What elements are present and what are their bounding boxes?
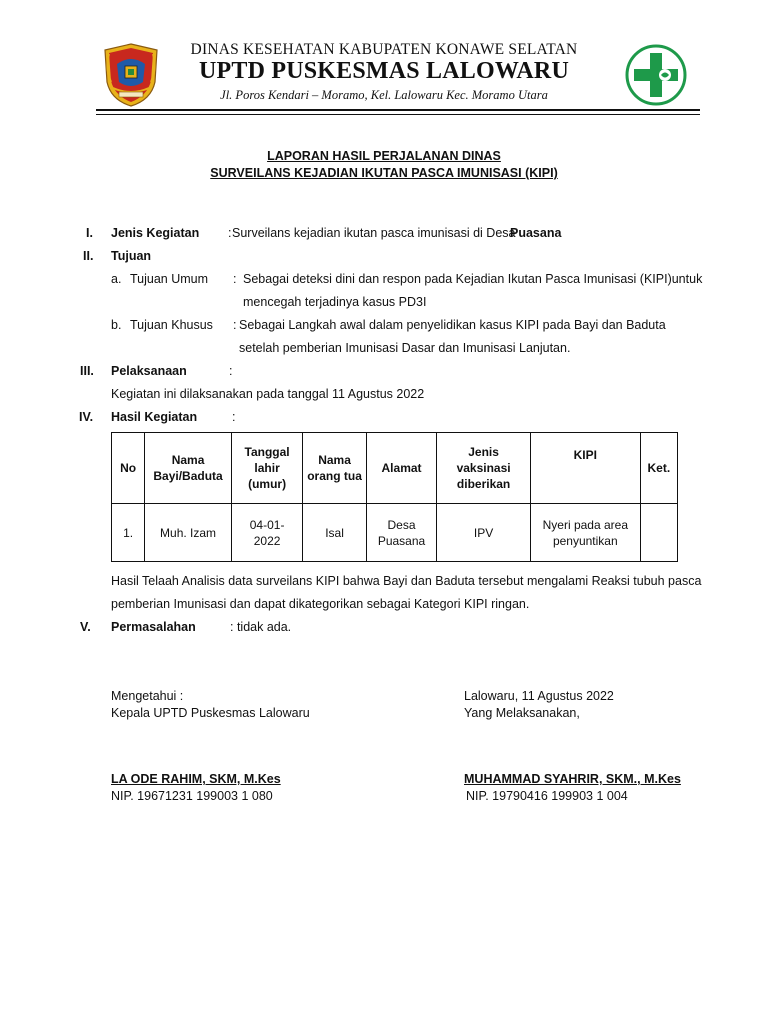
sign-left-line2: Kepala UPTD Puskesmas Lalowaru bbox=[111, 706, 310, 720]
header-kipi: KIPI bbox=[530, 433, 640, 504]
section-4-label: Hasil Kegiatan bbox=[111, 410, 198, 424]
analysis-line1: Hasil Telaah Analisis data surveilans KIPI bahwa Bayi dan Baduta tersebut mengalami Reaksi tubuh pasca bbox=[111, 574, 702, 588]
cell-kipi: Nyeri pada area penyuntikan bbox=[530, 504, 640, 562]
sign-left-line1: Mengetahui : bbox=[111, 689, 184, 703]
header-jenis-vaksinasi: Jenis vaksinasi diberikan bbox=[437, 433, 531, 504]
cell-nama: Muh. Izam bbox=[145, 504, 232, 562]
cell-tanggal: 04-01- 2022 bbox=[231, 504, 303, 562]
header-alamat: Alamat bbox=[366, 433, 436, 504]
section-1-text: Surveilans kejadian ikutan pasca imunisasi di Desa bbox=[232, 226, 516, 240]
header-nama-bayi: Nama Bayi/Baduta bbox=[145, 433, 232, 504]
tujuan-b-colon: : bbox=[233, 318, 237, 332]
sign-right-line2: Yang Melaksanakan, bbox=[464, 706, 580, 720]
sign-left-name: LA ODE RAHIM, SKM, M.Kes bbox=[111, 772, 281, 786]
header-rule-thin bbox=[96, 114, 700, 115]
section-3-text: Kegiatan ini dilaksanakan pada tanggal 11 Agustus 2022 bbox=[111, 387, 425, 401]
section-3-number: III. bbox=[80, 364, 94, 378]
cell-no: 1. bbox=[112, 504, 145, 562]
section-4-number: IV. bbox=[79, 410, 94, 424]
header-tanggal-lahir: Tanggal lahir (umur) bbox=[231, 433, 303, 504]
section-1-colon: : bbox=[228, 226, 232, 240]
report-title-line2: SURVEILANS KEJADIAN IKUTAN PASCA IMUNISASI (KIPI) bbox=[210, 166, 558, 180]
puskesmas-name: UPTD PUSKESMAS LALOWARU bbox=[199, 58, 569, 84]
section-1-label: Jenis Kegiatan bbox=[111, 226, 200, 240]
cell-vaksin: IPV bbox=[437, 504, 531, 562]
tujuan-a-line2: mencegah terjadinya kasus PD3I bbox=[243, 295, 427, 309]
sign-right-line1: Lalowaru, 11 Agustus 2022 bbox=[464, 689, 614, 703]
kipi-results-table bbox=[111, 432, 678, 562]
section-2-label: Tujuan bbox=[111, 249, 152, 263]
section-2-number: II. bbox=[83, 249, 94, 263]
sign-left-nip: NIP. 19671231 199003 1 080 bbox=[111, 789, 273, 803]
cell-ket bbox=[640, 504, 677, 562]
header-ket: Ket. bbox=[640, 433, 677, 504]
tujuan-b-line1: Sebagai Langkah awal dalam penyelidikan kasus KIPI pada Bayi dan Baduta bbox=[239, 318, 666, 332]
agency-name: DINAS KESEHATAN KABUPATEN KONAWE SELATAN bbox=[190, 41, 578, 58]
sign-right-nip: NIP. 19790416 199903 1 004 bbox=[466, 789, 628, 803]
tujuan-b-line2: setelah pemberian Imunisasi Dasar dan Imunisasi Lanjutan. bbox=[239, 341, 571, 355]
header-rule-thick bbox=[96, 109, 700, 111]
header-no: No bbox=[112, 433, 145, 504]
section-4-colon: : bbox=[232, 410, 236, 424]
tujuan-b-label: Tujuan Khusus bbox=[130, 318, 213, 332]
header-nama-orang-tua: Nama orang tua bbox=[303, 433, 366, 504]
tujuan-a-label: Tujuan Umum bbox=[130, 272, 209, 286]
section-5-text: : tidak ada. bbox=[230, 620, 292, 634]
cell-alamat: Desa Puasana bbox=[366, 504, 436, 562]
section-5-number: V. bbox=[80, 620, 91, 634]
section-3-colon: : bbox=[229, 364, 233, 378]
tujuan-b-letter: b. bbox=[111, 318, 122, 332]
tujuan-a-line1: Sebagai deteksi dini dan respon pada Kejadian Ikutan Pasca Imunisasi (KIPI)untuk bbox=[243, 272, 703, 286]
report-title-line1: LAPORAN HASIL PERJALANAN DINAS bbox=[267, 149, 501, 163]
address-line: Jl. Poros Kendari – Moramo, Kel. Lalowaru Kec. Moramo Utara bbox=[220, 88, 548, 102]
section-3-label: Pelaksanaan bbox=[111, 364, 187, 378]
tujuan-a-colon: : bbox=[233, 272, 237, 286]
section-1-number: I. bbox=[86, 226, 93, 240]
tujuan-a-letter: a. bbox=[111, 272, 122, 286]
section-1-place: Puasana bbox=[510, 226, 562, 240]
analysis-line2: pemberian Imunisasi dan dapat dikategorikan sebagai Kategori KIPI ringan. bbox=[111, 597, 530, 611]
sign-right-name: MUHAMMAD SYAHRIR, SKM., M.Kes bbox=[464, 772, 681, 786]
cell-ortu: Isal bbox=[303, 504, 366, 562]
table-row bbox=[112, 504, 678, 562]
section-5-label: Permasalahan bbox=[111, 620, 196, 634]
table-header-row bbox=[112, 433, 678, 504]
